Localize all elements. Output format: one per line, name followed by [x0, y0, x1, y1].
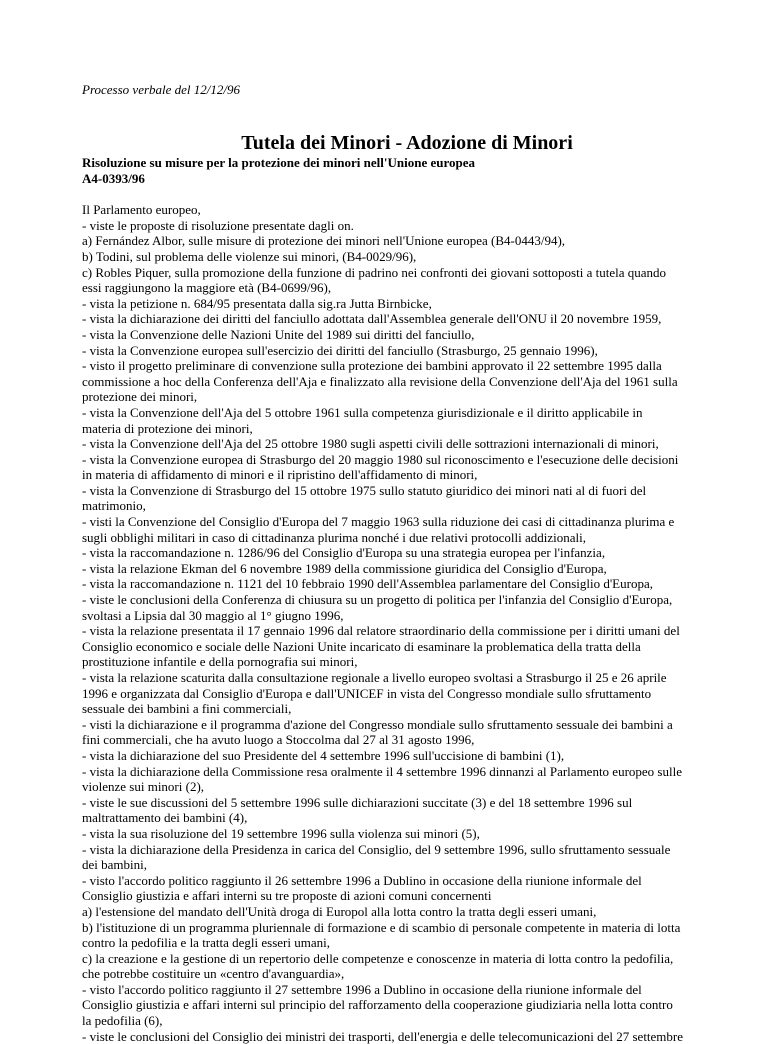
body-line: Il Parlamento europeo, — [82, 202, 201, 218]
body-line: - vista la raccomandazione n. 1121 del 10 febbraio 1990 dell'Assemblea parlamentare del Consiglio d'Europa, — [82, 576, 653, 592]
body-line: c) la creazione e la gestione di un repertorio delle competenze e conoscenze in materia di lotta contro la pedofilia, — [82, 950, 674, 966]
body-line: protezione dei minori, — [82, 389, 198, 405]
body-line: fini commerciali, che ha avuto luogo a Stoccolma dal 27 al 31 agosto 1996, — [82, 732, 475, 748]
body-line: - vista la Convenzione dell'Aja del 5 ottobre 1961 sulla competenza giurisdizionale e il diritto applicabile in — [82, 404, 643, 420]
body-line: - vista la relazione presentata il 17 gennaio 1996 dal relatore straordinario della commissione per i diritti umani del — [82, 623, 680, 639]
body-line: Consiglio giustizia e affari interni sul principio del rafforzamento della cooperazione giudiziaria nella lotta contro — [82, 997, 673, 1013]
body-line: - visto il progetto preliminare di convenzione sulla protezione dei bambini approvato il 22 settembre 1995 dalla — [82, 358, 662, 374]
body-line: - viste le conclusioni del Consiglio dei ministri dei trasporti, dell'energia e delle telecomunicazioni del 27 settembre — [82, 1028, 684, 1044]
body-line: dei bambini, — [82, 857, 147, 873]
body-line: Consiglio giustizia e affari interni su tre proposte di azioni comuni concernenti — [82, 888, 492, 904]
body-line: svoltasi a Lipsia dal 30 maggio al 1° giugno 1996, — [82, 607, 344, 623]
body-line: - vista la dichiarazione della Presidenza in carica del Consiglio, del 9 settembre 1996, sullo sfruttamento sessuale — [82, 841, 671, 857]
document-page — [82, 82, 732, 1044]
body-line: - vista la Convenzione europea di Strasburgo del 20 maggio 1980 sul riconoscimento e l'esecuzione delle decisioni — [82, 451, 679, 467]
minutes-date-line: Processo verbale del 12/12/96 — [82, 82, 241, 97]
body-line: maltrattamento dei bambini (4), — [82, 810, 248, 826]
body-line: - vista la dichiarazione del suo Presidente del 4 settembre 1996 sull'uccisione di bambini (1), — [82, 747, 565, 763]
body-line: - vista la relazione Ekman del 6 novembre 1989 della commissione giuridica del Consiglio d'Europa, — [82, 560, 607, 576]
body-line: a) l'estensione del mandato dell'Unità droga di Europol alla lotta contro la tratta degli esseri umani, — [82, 903, 597, 919]
body-line: - vista la petizione n. 684/95 presentata dalla sig.ra Jutta Birnbicke, — [82, 295, 432, 311]
body-line: - vista la Convenzione europea sull'esercizio dei diritti del fanciullo (Strasburgo, 25 gennaio 1996), — [82, 342, 598, 358]
body-line: commissione a hoc della Conferenza dell'Aja e finalizzato alla revisione della Convenzione dell'Aja del 1961 sulla — [82, 373, 678, 389]
body-line: contro la pedofilia e la tratta degli esseri umani, — [82, 935, 330, 951]
body-line: - vista la raccomandazione n. 1286/96 del Consiglio d'Europa su una strategia europea per l'infanzia, — [82, 545, 606, 561]
body-line: sessuale dei bambini a fini commerciali, — [82, 701, 292, 717]
subtitle-line: Risoluzione su misure per la protezione dei minori nell'Unione europea — [82, 155, 476, 170]
subtitle-line: A4-0393/96 — [82, 170, 145, 186]
body-line: - vista la Convenzione di Strasburgo del 15 ottobre 1975 sullo statuto giuridico dei minori nati al di fuori del — [82, 482, 647, 498]
body-line: in materia di affidamento di minori e il ripristino dell'affidamento di minori, — [82, 467, 478, 483]
body-line: 1996 e organizzata dal Consiglio d'Europa e dall'UNICEF in vista del Congresso mondiale sullo sfruttamento — [82, 685, 652, 701]
body-line: - viste le conclusioni della Conferenza di chiusura su un progetto di politica per l'infanzia del Consiglio d'Europa, — [82, 592, 673, 608]
resolution-body — [82, 202, 732, 1044]
body-line: - viste le sue discussioni del 5 settembre 1996 sulle dichiarazioni succitate (3) e del 18 settembre 1996 sul — [82, 794, 633, 810]
body-line: la pedofilia (6), — [82, 1013, 163, 1029]
resolution-subtitle — [82, 155, 732, 186]
body-line: - visti la Convenzione del Consiglio d'Europa del 7 maggio 1963 sulla riduzione dei casi di cittadinanza plurima e — [82, 514, 675, 530]
body-line: essi raggiungono la maggiore età (B4-0699/96), — [82, 280, 332, 296]
body-line: - visti la dichiarazione e il programma d'azione del Congresso mondiale sullo sfruttamento sessuale dei bambini a — [82, 716, 673, 732]
body-line: violenze sui minori (2), — [82, 779, 205, 795]
body-line: - vista la sua risoluzione del 19 settembre 1996 sulla violenza sui minori (5), — [82, 825, 480, 841]
body-line: - vista la Convenzione delle Nazioni Unite del 1989 sui diritti del fanciullo, — [82, 326, 475, 342]
body-line: - visto l'accordo politico raggiunto il 26 settembre 1996 a Dublino in occasione della riunione informale del — [82, 872, 642, 888]
body-line: c) Robles Piquer, sulla promozione della funzione di padrino nei confronti dei giovani sottoposti a tutela quando — [82, 264, 666, 280]
body-line: - visto l'accordo politico raggiunto il 27 settembre 1996 a Dublino in occasione della riunione informale del — [82, 981, 642, 997]
body-line: b) Todini, sul problema delle violenze sui minori, (B4-0029/96), — [82, 248, 417, 264]
body-line: b) l'istituzione di un programma pluriennale di formazione e di scambio di personale competente in materia di lotta — [82, 919, 681, 935]
body-line: - vista la Convenzione dell'Aja del 25 ottobre 1980 sugli aspetti civili delle sottrazioni internazionali di minori, — [82, 436, 659, 452]
body-line: che potrebbe costituire un «centro d'avanguardia», — [82, 966, 345, 982]
body-line: - vista la dichiarazione dei diritti del fanciullo adottata dall'Assemblea generale dell'ONU il 20 novembre 1959, — [82, 311, 662, 327]
body-line: Consiglio economico e sociale delle Nazioni Unite incaricato di esaminare la problematica della tratta della — [82, 638, 641, 654]
document-title: Tutela dei Minori - Adozione di Minori — [241, 132, 573, 154]
body-line: matrimonio, — [82, 498, 146, 514]
body-line: materia di protezione dei minori, — [82, 420, 253, 436]
body-line: - vista la dichiarazione della Commissione resa oralmente il 4 settembre 1996 dinnanzi al Parlamento europeo sulle — [82, 763, 682, 779]
body-line: a) Fernández Albor, sulle misure di protezione dei minori nell'Unione europea (B4-0443/94), — [82, 233, 566, 249]
body-line: - vista la relazione scaturita dalla consultazione regionale a livello europeo svoltasi a Strasburgo il 25 e 26 aprile — [82, 670, 667, 685]
body-line: - viste le proposte di risoluzione presentate dagli on. — [82, 217, 354, 233]
body-line: sugli obblighi militari in caso di cittadinanza plurima nonché i due relativi protocolli addizionali, — [82, 529, 586, 545]
body-line: prostituzione infantile e della pornografia sui minori, — [82, 654, 358, 670]
